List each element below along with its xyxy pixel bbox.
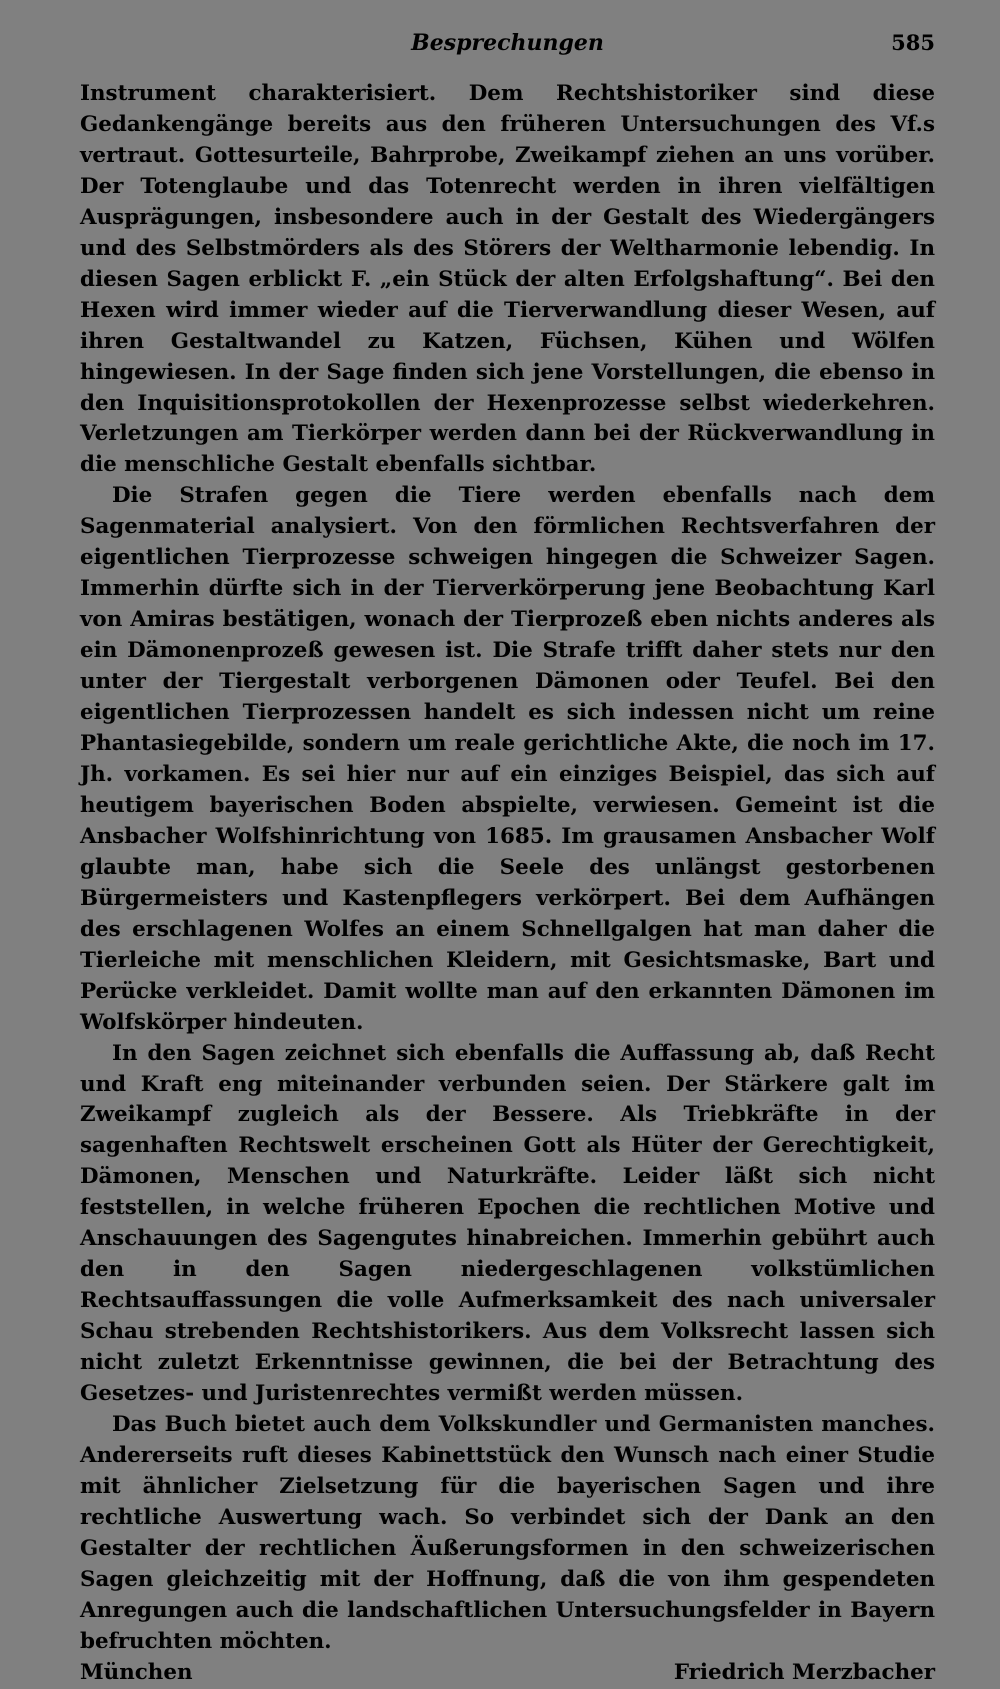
running-head: Besprechungen bbox=[411, 30, 604, 56]
page-header bbox=[80, 22, 935, 62]
paragraph-3: In den Sagen zeichnet sich ebenfalls die Auffassung ab, daß Recht und Kraft eng miteinander verbunden seien. Der Stärkere galt im Zweikampf zugleich als der Bessere. Als Triebkräfte in der sagenhaften Rechtswelt erscheinen Gott als Hüter der Gerechtigkeit, Dämonen, Menschen und Naturkräfte. Leider läßt sich nicht feststellen, in welche früheren Epochen die rechtlichen Motive und Anschauungen des Sagengutes hinabreichen. Immerhin gebührt auch den in den Sagen niedergeschlagenen volkstümlichen Rechtsauffassungen die volle Aufmerksamkeit des nach universaler Schau strebenden Rechtshistorikers. Aus dem Volksrecht lassen sich nicht zuletzt Erkenntnisse gewinnen, die bei der Betrachtung des Gesetzes- und Juristenrechtes vermißt werden müssen. bbox=[80, 1040, 935, 1407]
paragraph-4: Das Buch bietet auch dem Volkskundler und Germanisten manches. Andererseits ruft dieses Kabinettstück den Wunsch nach einer Studie mit ähnlicher Zielsetzung für die bayerischen Sagen und ihre rechtliche Auswertung wach. So verbindet sich der Dank an den Gestalter der rechtlichen Äußerungsformen in den schweizerischen Sagen gleichzeitig mit der Hoffnung, daß die von ihm gespendeten Anregungen auch die landschaftlichen Untersuchungsfelder in Bayern befruchten möchten. bbox=[80, 1411, 935, 1654]
paragraph-1: Instrument charakterisiert. Dem Rechtshistoriker sind diese Gedankengänge bereits aus den früheren Untersuchungen des Vf.s vertraut. Gottesurteile, Bahrprobe, Zweikampf ziehen an uns vorüber. Der Totenglaube und das Totenrecht werden in ihren vielfältigen Ausprägungen, insbesondere auch in der Gestalt des Wiedergängers und des Selbstmörders als des Störers der Weltharmonie lebendig. In diesen Sagen erblickt F. „ein Stück der alten Erfolgshaftung“. Bei den Hexen wird immer wieder auf die Tierverwandlung dieser Wesen, auf ihren Gestaltwandel zu Katzen, Füchsen, Kühen und Wölfen hingewiesen. In der Sage finden sich jene Vorstellungen, die ebenso in den Inquisitionsprotokollen der Hexenprozesse selbst wiederkehren. Verletzungen am Tierkörper werden dann bei der Rückverwandlung in die menschliche Gestalt ebenfalls sichtbar. bbox=[80, 81, 935, 478]
signature-line bbox=[80, 1658, 935, 1689]
signature-place: München bbox=[80, 1659, 193, 1685]
paragraph-2: Die Strafen gegen die Tiere werden ebenfalls nach dem Sagenmaterial analysiert. Von den förmlichen Rechtsverfahren der eigentlichen Tierprozesse schweigen hingegen die Schweizer Sagen. Immerhin dürfte sich in der Tierverkörperung jene Beobachtung Karl von Amiras bestätigen, wonach der Tierprozeß eben nichts anderes als ein Dämonenprozeß gewesen ist. Die Strafe trifft daher stets nur den unter der Tiergestalt verborgenen Dämonen oder Teufel. Bei den eigentlichen Tierprozessen handelt es sich indessen nicht um reine Phantasiegebilde, sondern um reale gerichtliche Akte, die noch im 17. Jh. vorkamen. Es sei hier nur auf ein einziges Beispiel, das sich auf heutigem bayerischen Boden abspielte, verwiesen. Gemeint ist die Ansbacher Wolfshinrichtung von 1685. Im grausamen Ansbacher Wolf glaubte man, habe sich die Seele des unlängst gestorbenen Bürgermeisters und Kastenpflegers verkörpert. Bei dem Aufhängen des erschlagenen Wolfes an einem Schnellgalgen hat man daher die Tierleiche mit menschlichen Kleidern, mit Gesichtsmaske, Bart und Perücke verkleidet. Damit wollte man auf den erkannten Dämonen im Wolfskörper hindeuten. bbox=[80, 483, 935, 1035]
signature-author: Friedrich Merzbacher bbox=[673, 1659, 935, 1685]
review-body bbox=[80, 79, 935, 1658]
book-page bbox=[80, 22, 935, 1685]
page-number: 585 bbox=[891, 30, 935, 55]
